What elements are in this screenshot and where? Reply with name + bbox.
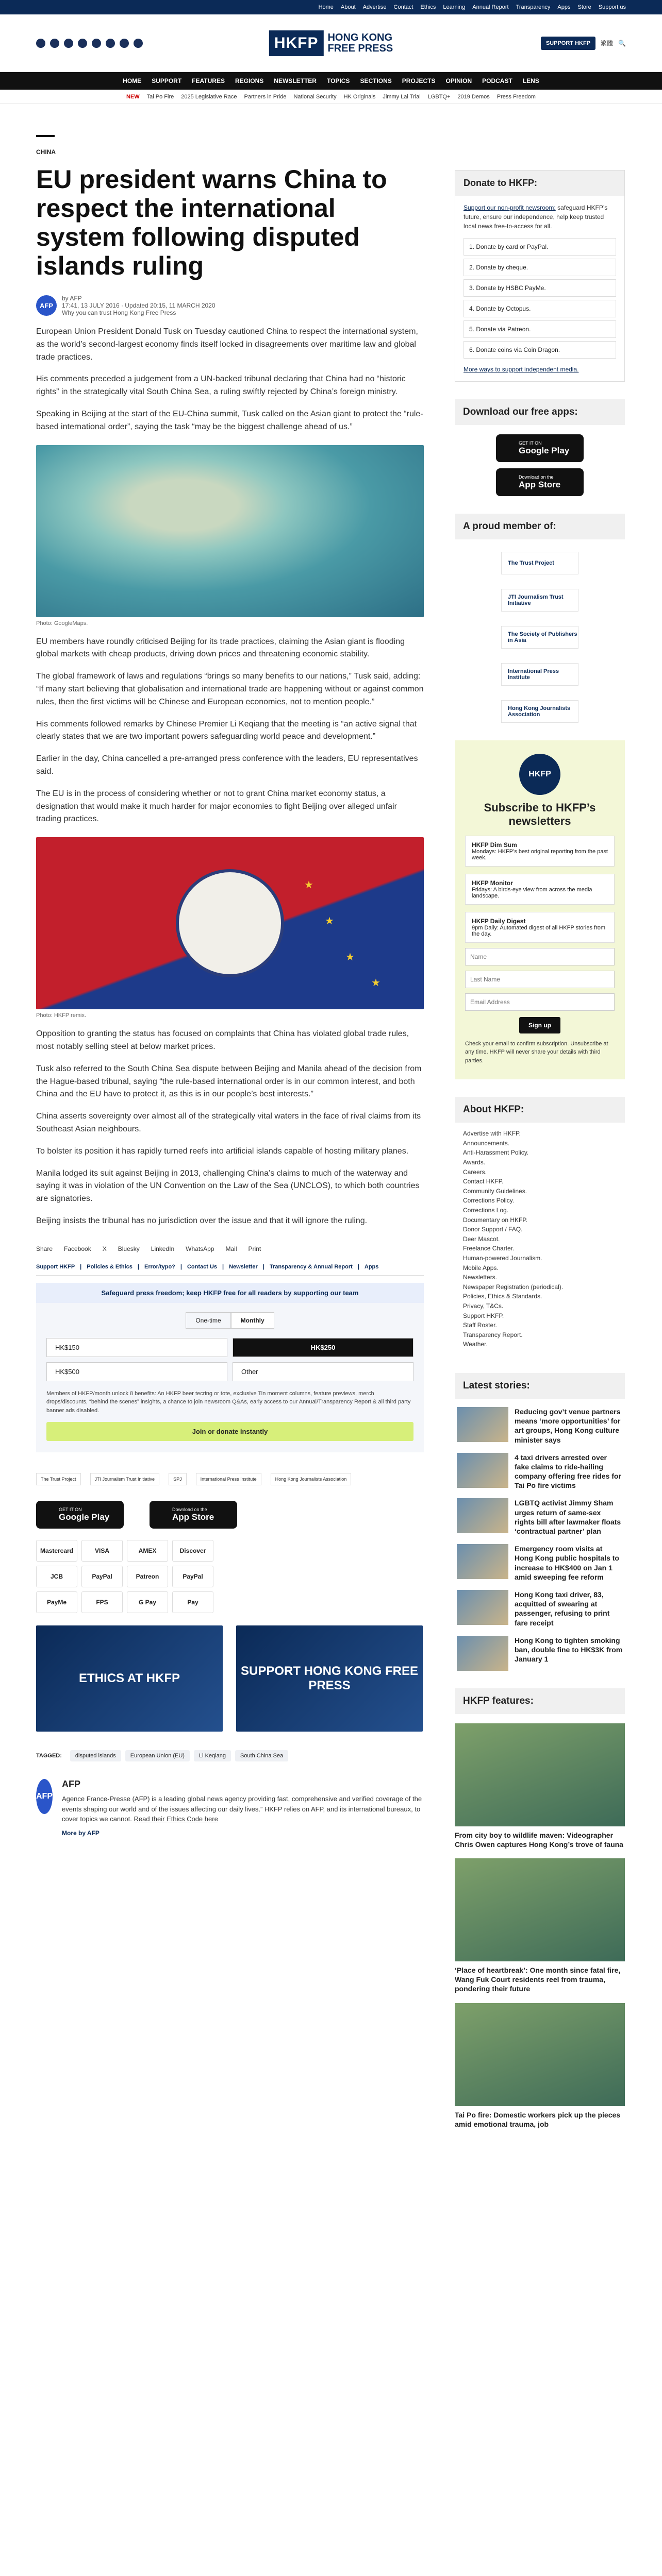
feature-headline[interactable]: ‘Place of heartbreak’: One month since fatal fire, Wang Fuk Court residents reel from trauma, pondering their future bbox=[455, 1966, 621, 1993]
amount-option[interactable]: HK$150 bbox=[46, 1338, 227, 1357]
header-actions bbox=[541, 37, 626, 50]
member-logo[interactable]: JTI Journalism Trust Initiative bbox=[501, 589, 578, 612]
trending-link[interactable]: 2019 Demos bbox=[457, 93, 490, 100]
donate-option[interactable]: 4. Donate by Octopus. bbox=[464, 300, 616, 317]
donate-intro-link[interactable]: Support our non-profit newsroom: bbox=[464, 204, 556, 211]
latest-stories bbox=[455, 1373, 625, 1671]
story-item[interactable] bbox=[455, 1544, 625, 1582]
story-thumbnail[interactable] bbox=[457, 1544, 508, 1579]
story-headline[interactable]: Emergency room visits at Hong Kong public hospitals to increase to HK$400 on Jan 1 amid sweeping fee reform bbox=[515, 1545, 619, 1581]
share-bluesky[interactable]: Bluesky bbox=[118, 1245, 140, 1252]
author-bio: Agence France-Presse (AFP) is a leading global news agency providing fast, comprehensive and verified coverage of the events shaping our world and of the issues affecting our daily lives.” HKFP relies on AFP, and its international bureaux, to cover topics we cannot. Read their Ethics Code here bbox=[62, 1795, 422, 1823]
support-promo[interactable]: SUPPORT HONG KONG FREE PRESS bbox=[236, 1625, 423, 1732]
about-link[interactable]: Weather. bbox=[463, 1341, 488, 1348]
byline-author[interactable]: by AFP bbox=[62, 295, 82, 302]
tag[interactable]: South China Sea bbox=[235, 1750, 288, 1761]
main-nav bbox=[0, 72, 662, 90]
byline-dates: 17:41, 13 JULY 2016 · Updated 20:15, 11 MARCH 2020 bbox=[62, 302, 216, 309]
footer-link[interactable]: Transparency & Annual Report bbox=[269, 1263, 353, 1270]
nav-item[interactable]: TOPICS bbox=[326, 77, 350, 84]
member-badges bbox=[36, 1473, 424, 1485]
about-link[interactable]: Corrections Log. bbox=[463, 1207, 509, 1214]
paragraph: His comments followed remarks by Chinese Premier Li Keqiang that the meeting is “an active signal that clearly states that we are two important powers safeguarding world peace and development.” bbox=[36, 719, 417, 741]
footer-link[interactable]: Error/typo? bbox=[144, 1263, 175, 1270]
about-link[interactable]: Documentary on HKFP. bbox=[463, 1216, 528, 1224]
member-logo[interactable]: The Society of Publishers in Asia bbox=[501, 626, 578, 649]
about-link[interactable]: Freelance Charter. bbox=[463, 1245, 515, 1252]
topbar-link[interactable]: Ethics bbox=[420, 4, 436, 10]
ethics-code-link[interactable]: Read their Ethics Code here bbox=[134, 1815, 218, 1823]
payment-methods bbox=[36, 1540, 222, 1613]
trending-link[interactable]: LGBTQ+ bbox=[427, 93, 451, 100]
share-whatsapp[interactable]: WhatsApp bbox=[186, 1245, 214, 1252]
donate-option[interactable]: 1. Donate by card or PayPal. bbox=[464, 238, 616, 256]
telegram-icon[interactable] bbox=[120, 39, 129, 48]
footer-links: Support HKFP | Policies & Ethics | Error/typo? | Contact Us | Newsletter | Transparency & Annual Report | Apps bbox=[36, 1264, 424, 1276]
trending-link[interactable]: Partners in Pride bbox=[244, 93, 287, 100]
story-headline[interactable]: Reducing gov’t venue partners means ‘more opportunities’ for art groups, Hong Kong culture minister says bbox=[515, 1407, 621, 1444]
member-logos bbox=[455, 552, 625, 723]
about-link[interactable]: Newspaper Registration (periodical). bbox=[463, 1283, 564, 1291]
newsletter-option[interactable]: HKFP Daily Digest 9pm Daily: Automated digest of all HKFP stories from the day. bbox=[465, 912, 615, 943]
trending-bar bbox=[0, 90, 662, 104]
support-button[interactable]: SUPPORT HKFP bbox=[541, 37, 595, 50]
article-category[interactable]: CHINA bbox=[36, 148, 56, 156]
paragraph: To bolster its position it has rapidly turned reefs into artificial islands capable of hosting military planes. bbox=[36, 1146, 409, 1156]
nav-item[interactable]: PROJECTS bbox=[402, 77, 436, 84]
share-linkedin[interactable]: LinkedIn bbox=[151, 1245, 175, 1252]
author-avatar[interactable]: AFP bbox=[36, 295, 57, 316]
about-link[interactable]: Staff Roster. bbox=[463, 1321, 497, 1329]
topbar-link[interactable]: Transparency bbox=[516, 4, 551, 10]
ethics-promo[interactable]: ETHICS AT HKFP bbox=[36, 1625, 223, 1732]
page-body bbox=[0, 104, 662, 2129]
author-box bbox=[36, 1779, 424, 1837]
nav-item[interactable]: PODCAST bbox=[482, 77, 512, 84]
tribunal-flag-photo bbox=[36, 837, 424, 1009]
member-logo[interactable]: The Trust Project bbox=[501, 552, 578, 574]
share-bar bbox=[36, 1245, 424, 1252]
paragraph: European Union President Donald Tusk on Tuesday cautioned China to respect the international system, as the world’s second-largest economy finds itself locked in disagreements over maritime law and global trade practices. bbox=[36, 327, 418, 362]
language-switch[interactable]: 繁體 bbox=[601, 40, 614, 47]
trending-link[interactable]: National Security bbox=[293, 93, 337, 100]
amount-option[interactable]: HK$500 bbox=[46, 1362, 227, 1381]
about-link[interactable]: Deer Mascot. bbox=[463, 1235, 500, 1243]
byline bbox=[36, 295, 424, 316]
paragraph: Earlier in the day, China cancelled a pre-arranged press conference with the leaders, EU representatives said. bbox=[36, 754, 418, 776]
feature-headline[interactable]: From city boy to wildlife maven: Videographer Chris Owen captures Hong Kong’s trove of fauna bbox=[455, 1831, 623, 1849]
about-link[interactable]: Anti-Harassment Policy. bbox=[463, 1149, 529, 1157]
about-link[interactable]: Transparency Report. bbox=[463, 1331, 523, 1338]
story-headline[interactable]: LGBTQ activist Jimmy Sham urges return of same-sex rights bill after lawmaker floats ‘contractual partner’ plan bbox=[515, 1499, 621, 1535]
payment-logo: JCB bbox=[36, 1566, 77, 1587]
author-name[interactable]: AFP bbox=[62, 1779, 80, 1790]
join-button[interactable]: Join or donate instantly bbox=[46, 1422, 413, 1441]
site-header bbox=[0, 14, 662, 72]
author-box-avatar[interactable]: AFP bbox=[36, 1779, 53, 1814]
payment-logo: AMEX bbox=[127, 1540, 168, 1562]
nav-item[interactable]: REGIONS bbox=[235, 77, 264, 84]
nav-item[interactable]: SUPPORT bbox=[152, 77, 182, 84]
story-item[interactable] bbox=[455, 1590, 625, 1628]
tags-label: TAGGED: bbox=[36, 1753, 62, 1759]
amount-options bbox=[46, 1338, 413, 1381]
story-headline[interactable]: Hong Kong taxi driver, 83, acquitted of swearing at passenger, refusing to print fare receipt bbox=[515, 1590, 610, 1627]
footer-link[interactable]: Support HKFP bbox=[36, 1263, 75, 1270]
eu-star: ★ bbox=[304, 879, 313, 891]
donate-option[interactable]: 6. Donate coins via Coin Dragon. bbox=[464, 341, 616, 359]
amount-option-selected[interactable]: HK$250 bbox=[233, 1338, 413, 1357]
monthly-tab[interactable]: Monthly bbox=[231, 1312, 274, 1329]
more-by-author[interactable]: More by AFP bbox=[62, 1829, 100, 1837]
payment-logo: VISA bbox=[81, 1540, 123, 1562]
about-link[interactable]: Careers. bbox=[463, 1168, 487, 1176]
article-column bbox=[36, 104, 424, 2129]
about-link[interactable]: Policies, Ethics & Standards. bbox=[463, 1293, 542, 1300]
payment-logo: Mastercard bbox=[36, 1540, 77, 1562]
search-icon[interactable]: 🔍 bbox=[618, 39, 626, 47]
sidebar-app-buttons bbox=[455, 434, 625, 496]
instagram-icon[interactable] bbox=[64, 39, 73, 48]
story-headline[interactable]: Hong Kong to tighten smoking ban, double fine to HK$3K from January 1 bbox=[515, 1636, 623, 1664]
topbar-link[interactable]: About bbox=[340, 4, 356, 10]
x-icon[interactable] bbox=[50, 39, 59, 48]
newsletter-logo: HKFP bbox=[519, 754, 560, 795]
tag-list bbox=[36, 1750, 424, 1761]
photo-credit: Photo: HKFP remix. bbox=[36, 1012, 86, 1019]
social-icons bbox=[36, 39, 143, 48]
about-link[interactable]: Corrections Policy. bbox=[463, 1197, 515, 1205]
donate-option[interactable]: 5. Donate via Patreon. bbox=[464, 320, 616, 338]
topbar-link[interactable]: Advertise bbox=[362, 4, 387, 10]
about-link[interactable]: Community Guidelines. bbox=[463, 1187, 527, 1195]
feature-card[interactable] bbox=[455, 1723, 625, 1849]
payment-logo: Patreon bbox=[127, 1566, 168, 1587]
about-link[interactable]: Contact HKFP. bbox=[463, 1178, 504, 1185]
paragraph: EU members have roundly criticised Beijing for its trade practices, claiming the Asian giant is flooding global markets with cheap products, driving down prices and threatening economic stability. bbox=[36, 637, 405, 659]
membership-note: Members of HKFP/month unlock 8 benefits: An HKFP beer tecring or tote, exclusive Tin moment columns, feature previews, merch drops/discounts, “behind the scenes” insights, a chance to join newsroom Q&As, early access to our Annual/Transparency Report & all third party banner ads disabled. bbox=[46, 1390, 411, 1414]
donate-option[interactable]: 2. Donate by cheque. bbox=[464, 259, 616, 276]
latest-heading: Latest stories: bbox=[455, 1373, 625, 1399]
google-play-button[interactable]: GET IT ON Google Play bbox=[496, 434, 584, 462]
about-link[interactable]: Advertise with HKFP. bbox=[463, 1130, 521, 1138]
eu-star: ★ bbox=[325, 916, 334, 927]
app-store-button[interactable]: Download on the App Store bbox=[496, 468, 584, 496]
story-headline[interactable]: 4 taxi drivers arrested over fake claims to ride-hailing company offering free rides for Tai Po fire victims bbox=[515, 1453, 621, 1490]
signup-button[interactable]: Sign up bbox=[519, 1017, 560, 1033]
share-print[interactable]: Print bbox=[248, 1245, 261, 1252]
article-body bbox=[36, 326, 424, 1228]
payment-logo: G Pay bbox=[127, 1591, 168, 1613]
tag[interactable]: disputed islands bbox=[70, 1750, 121, 1761]
facebook-icon[interactable] bbox=[36, 39, 45, 48]
one-time-tab[interactable]: One-time bbox=[186, 1312, 230, 1329]
story-thumbnail[interactable] bbox=[457, 1498, 508, 1533]
feature-image[interactable] bbox=[455, 1858, 625, 1961]
nav-item[interactable]: LENS bbox=[522, 77, 539, 84]
newsletter-option[interactable]: HKFP Dim Sum Mondays: HKFP’s best original reporting from the past week. bbox=[465, 836, 615, 867]
about-link[interactable]: Announcements. bbox=[463, 1139, 510, 1147]
email-input[interactable] bbox=[465, 993, 615, 1011]
badge[interactable]: JTI Journalism Trust Initiative bbox=[90, 1473, 160, 1485]
footer-link[interactable]: Contact Us bbox=[187, 1263, 218, 1270]
paragraph: The EU is in the process of considering whether or not to grant China market economy status, a designation that would make it much harder for major economies to fight Beijing over alleged unfair trading practices. bbox=[36, 789, 397, 824]
last-name-input[interactable] bbox=[465, 971, 615, 988]
about-widget bbox=[455, 1097, 625, 1355]
about-link[interactable]: Awards. bbox=[463, 1159, 486, 1166]
newsletter-fineprint: Check your email to confirm subscription. Unsubscribe at any time. HKFP will never share your details with third parties. bbox=[465, 1040, 608, 1064]
about-link[interactable]: Newsletters. bbox=[463, 1274, 498, 1281]
trust-link[interactable]: Why you can trust Hong Kong Free Press bbox=[62, 309, 176, 316]
topbar-link[interactable]: Store bbox=[577, 4, 591, 10]
payment-logo: Discover bbox=[172, 1540, 213, 1562]
features-widget bbox=[455, 1688, 625, 2129]
photo-credit: Photo: GoogleMaps. bbox=[36, 620, 88, 626]
member-heading: A proud member of: bbox=[455, 514, 625, 539]
about-links bbox=[455, 1123, 625, 1355]
about-link[interactable]: Support HKFP. bbox=[463, 1312, 504, 1319]
payment-logo: PayMe bbox=[36, 1591, 77, 1613]
story-item[interactable] bbox=[455, 1407, 625, 1445]
payment-logo: Pay bbox=[172, 1591, 213, 1613]
newsletter-option[interactable]: HKFP Monitor Fridays: A birds-eye view from across the media landscape. bbox=[465, 874, 615, 905]
top-utility-bar bbox=[0, 0, 662, 14]
footer-link[interactable]: Apps bbox=[364, 1263, 379, 1270]
promo-banners bbox=[36, 1625, 424, 1732]
trending-link[interactable]: HK Originals bbox=[343, 93, 376, 100]
apps-heading: Download our free apps: bbox=[455, 399, 625, 425]
paragraph: Tusk also referred to the South China Sea dispute between Beijing and Manila ahead of the decision from the Hague-based tribunal, saying “the rule-based international order is in our common interest, and both China and the EU have to protect it, as this is in our people’s best interests.” bbox=[36, 1064, 422, 1099]
paragraph: Opposition to granting the status has focused on complaints that China has violated global trade rules, most notably selling steel at below market prices. bbox=[36, 1029, 409, 1051]
paragraph: Manila lodged its suit against Beijing in 2013, challenging China’s claims to much of the waterway and saying it was in violation of the UN Convention on the Law of the Sea (UNCLOS), to which both countries are signatories. bbox=[36, 1168, 420, 1204]
trending-link[interactable]: 2025 Legislative Race bbox=[181, 93, 237, 100]
logo-name: HONG KONG FREE PRESS bbox=[327, 31, 393, 54]
eu-star: ★ bbox=[345, 952, 355, 963]
story-thumbnail[interactable] bbox=[457, 1453, 508, 1488]
feature-headline[interactable]: Tai Po fire: Domestic workers pick up the pieces amid emotional trauma, job bbox=[455, 2110, 621, 2128]
paragraph: The global framework of laws and regulations “brings so many benefits to our nations,” Tusk said, adding: “If many start believing that globalisation and international trade are happening without or against common rules, then the first victims will be Chinese and European economies, not to mention people.” bbox=[36, 672, 424, 706]
feature-image[interactable] bbox=[455, 2003, 625, 2106]
newsletter-widget bbox=[455, 740, 625, 1079]
name-input[interactable] bbox=[465, 948, 615, 965]
topbar-link[interactable]: Annual Report bbox=[472, 4, 509, 10]
about-link[interactable]: Privacy, T&Cs. bbox=[463, 1302, 504, 1310]
amount-option-other[interactable]: Other bbox=[233, 1362, 413, 1381]
feature-image[interactable] bbox=[455, 1723, 625, 1826]
membership-box bbox=[36, 1283, 424, 1453]
payment-logo: PayPal bbox=[172, 1566, 213, 1587]
feature-card[interactable] bbox=[455, 2003, 625, 2129]
trending-link[interactable]: Jimmy Lai Trial bbox=[383, 93, 421, 100]
app-store-button[interactable]: Download on the App Store bbox=[150, 1501, 237, 1529]
islands-photo bbox=[36, 445, 424, 617]
topbar-link[interactable]: Support us bbox=[598, 4, 626, 10]
youtube-icon[interactable] bbox=[92, 39, 101, 48]
nav-item[interactable]: NEWSLETTER bbox=[274, 77, 317, 84]
trending-link[interactable]: Tai Po Fire bbox=[146, 93, 174, 100]
story-item[interactable] bbox=[455, 1498, 625, 1536]
story-item[interactable] bbox=[455, 1636, 625, 1671]
member-logo[interactable]: Hong Kong Journalists Association bbox=[501, 700, 578, 723]
donate-more-link[interactable]: More ways to support independent media. bbox=[464, 366, 579, 373]
bluesky-icon[interactable] bbox=[134, 39, 143, 48]
share-x[interactable]: X bbox=[102, 1245, 107, 1252]
tag[interactable]: European Union (EU) bbox=[125, 1750, 190, 1761]
topbar-link[interactable]: Apps bbox=[557, 4, 571, 10]
app-store-buttons bbox=[36, 1501, 424, 1529]
donate-widget bbox=[455, 170, 625, 382]
badge[interactable]: Hong Kong Journalists Association bbox=[271, 1473, 352, 1485]
about-link[interactable]: Mobile Apps. bbox=[463, 1264, 499, 1272]
paragraph: China asserts sovereignty over almost all of the strategically vital waters in the face of rival claims from its Southeast Asian neighbours. bbox=[36, 1112, 421, 1133]
nav-item[interactable]: SECTIONS bbox=[360, 77, 392, 84]
feature-card[interactable] bbox=[455, 1858, 625, 1994]
about-link[interactable]: Donor Support / FAQ. bbox=[463, 1226, 523, 1233]
story-item[interactable] bbox=[455, 1453, 625, 1490]
title-rule bbox=[36, 135, 55, 137]
donate-option[interactable]: 3. Donate by HSBC PayMe. bbox=[464, 279, 616, 297]
about-heading: About HKFP: bbox=[455, 1097, 625, 1123]
paragraph: Beijing insists the tribunal has no jurisdiction over the issue and that it will ignore the ruling. bbox=[36, 1216, 368, 1225]
paragraph: His comments preceded a judgement from a UN-backed tribunal declaring that China had no “historic rights” in the strategically vital South China Sea, a ruling swiftly rejected by China’s foreign ministry. bbox=[36, 375, 406, 397]
court-seal bbox=[176, 869, 284, 977]
about-link[interactable]: Human-powered Journalism. bbox=[463, 1255, 542, 1262]
topbar-link[interactable]: Contact bbox=[393, 4, 413, 10]
topbar-link[interactable]: Learning bbox=[443, 4, 466, 10]
article-title: EU president warns China to respect the international system following disputed islands ruling bbox=[36, 165, 387, 280]
nav-item[interactable]: OPINION bbox=[445, 77, 472, 84]
payment-logo: PayPal bbox=[81, 1566, 123, 1587]
donate-intro: Support our non-profit newsroom: safeguard HKFP’s future, ensure our independence, help keep trusted local news free-to-access for all. bbox=[464, 204, 608, 230]
donate-title: Donate to HKFP: bbox=[455, 171, 624, 196]
badge[interactable]: SPJ bbox=[169, 1473, 187, 1485]
story-thumbnail[interactable] bbox=[457, 1636, 508, 1671]
payment-logo: FPS bbox=[81, 1591, 123, 1613]
frequency-toggle bbox=[46, 1312, 413, 1329]
trending-link[interactable]: Press Freedom bbox=[496, 93, 536, 100]
story-thumbnail[interactable] bbox=[457, 1590, 508, 1625]
paragraph: Speaking in Beijing at the start of the EU-China summit, Tusk called on the Asian giant to protect the “rule-based international order”, saying the task “may be the biggest challenge ahead of us.” bbox=[36, 409, 423, 431]
share-facebook[interactable]: Facebook bbox=[64, 1245, 91, 1252]
google-play-button[interactable]: GET IT ON Google Play bbox=[36, 1501, 124, 1529]
nav-item[interactable]: HOME bbox=[123, 77, 142, 84]
badge[interactable]: The Trust Project bbox=[36, 1473, 81, 1485]
threads-icon[interactable] bbox=[78, 39, 87, 48]
badge[interactable]: International Press Institute bbox=[196, 1473, 261, 1485]
topbar-link[interactable]: Home bbox=[318, 4, 334, 10]
tag[interactable]: Li Keqiang bbox=[194, 1750, 231, 1761]
share-label: Share bbox=[36, 1245, 53, 1252]
donate-options bbox=[464, 238, 616, 359]
eu-star: ★ bbox=[371, 977, 380, 989]
story-thumbnail[interactable] bbox=[457, 1407, 508, 1442]
share-mail[interactable]: Mail bbox=[225, 1245, 237, 1252]
membership-banner[interactable]: Safeguard press freedom; keep HKFP free for all readers by supporting our team bbox=[36, 1283, 424, 1303]
nav-item[interactable]: FEATURES bbox=[192, 77, 225, 84]
member-logo[interactable]: International Press Institute bbox=[501, 663, 578, 686]
linkedin-icon[interactable] bbox=[106, 39, 115, 48]
logo-box: HKFP bbox=[269, 30, 324, 56]
sidebar bbox=[455, 104, 625, 2129]
new-label: NEW bbox=[126, 93, 140, 100]
footer-link[interactable]: Policies & Ethics bbox=[87, 1263, 133, 1270]
site-logo[interactable] bbox=[269, 30, 393, 56]
newsletter-title: Subscribe to HKFP’s newsletters bbox=[484, 801, 596, 828]
features-heading: HKFP features: bbox=[455, 1688, 625, 1714]
footer-link[interactable]: Newsletter bbox=[229, 1263, 258, 1270]
